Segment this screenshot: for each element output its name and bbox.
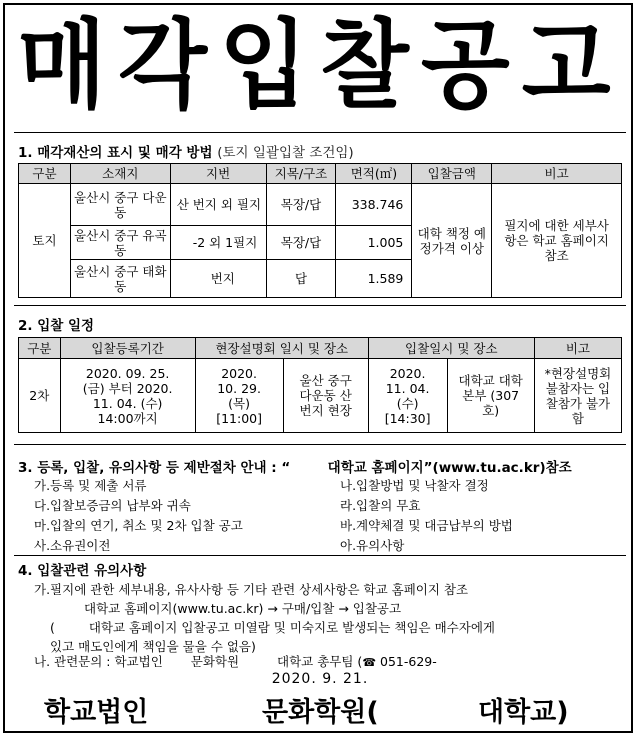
list-item: 나.입찰방법 및 낙찰자 결정 [340, 478, 489, 493]
notice-line [50, 618, 495, 636]
liability-text: 대학교 홈페이지 입찰공고 미열람 및 미숙지로 발생되는 책임은 매수자에게 [88, 620, 495, 635]
phone-icon: ☎ [362, 656, 377, 669]
header-bidding: 입찰일시 및 장소 [368, 338, 534, 359]
list-item: 사.소유권이전 [34, 538, 111, 553]
paren-open: ( [50, 620, 55, 635]
header-briefing: 현장설명회 일시 및 장소 [195, 338, 368, 359]
divider [14, 305, 626, 306]
property-table [18, 163, 622, 298]
contact-label: 나. 관련문의 : 학교법인 [34, 654, 163, 669]
divider [14, 444, 626, 445]
table-row [19, 359, 622, 433]
section4-heading: 4. 입찰관련 유의사항 [18, 563, 147, 579]
signature-foundation: 학교법인 [44, 697, 149, 728]
list-item: 라.입찰의 무효 [340, 498, 421, 513]
location-cell: 울산시 중구 유곡동 [70, 226, 170, 260]
list-item: 바.계약체결 및 대금납부의 방법 [340, 518, 513, 533]
briefing-place-cell: 울산 중구 다운동 산 번지 현장 [283, 359, 368, 433]
location-cell: 울산시 중구 다운동 [70, 184, 170, 226]
notice-line: 대학교 홈페이지(www.tu.ac.kr) → 구매/입찰 → 입찰공고 [84, 601, 402, 616]
type-cell: 목장/답 [266, 226, 336, 260]
list-item: 다.입찰보증금의 납부와 귀속 [34, 498, 191, 513]
list-item: 아.유의사항 [340, 538, 405, 553]
contact-phone: 051-629- [380, 654, 437, 669]
schedule-table [18, 337, 622, 433]
header-remark: 비고 [534, 338, 621, 359]
header-type: 지목/구조 [266, 164, 336, 184]
header-bid-amount: 입찰금액 [412, 164, 492, 184]
section1-heading [18, 141, 354, 161]
lot-cell: -2 외 1필지 [170, 226, 266, 260]
notice-line: 있고 매도인에게 책임을 물을 수 없음) [50, 639, 256, 654]
contact-dept: 대학교 총무팀 ( [277, 654, 363, 669]
remark-cell: 필지에 대한 세부사항은 학교 홈페이지 참조 [492, 184, 622, 298]
section3-heading [18, 456, 572, 476]
header-lot: 지번 [170, 164, 266, 184]
category-cell: 토지 [19, 184, 71, 298]
header-category: 구분 [19, 164, 71, 184]
notice-date: 2020. 9. 21. [271, 671, 369, 687]
location-cell: 울산시 중구 태화동 [70, 260, 170, 298]
area-cell: 1.589 [336, 260, 412, 298]
bid-date-cell: 2020. 11. 04. (수) [14:30] [368, 359, 447, 433]
list-item: 마.입찰의 연기, 취소 및 2차 입찰 공고 [34, 518, 243, 533]
round-cell: 2차 [19, 359, 61, 433]
homepage-reference: 대학교 홈페이지”(www.tu.ac.kr)참조 [327, 460, 572, 476]
area-cell: 338.746 [336, 184, 412, 226]
header-location: 소재지 [70, 164, 170, 184]
divider [14, 132, 626, 133]
section2-heading: 2. 입찰 일정 [18, 318, 95, 334]
briefing-date-cell: 2020. 10. 29. (목) [11:00] [195, 359, 283, 433]
type-cell: 목장/답 [266, 184, 336, 226]
table-row [19, 184, 622, 226]
bid-place-cell: 대학교 대학본부 (307호) [447, 359, 534, 433]
bid-amount-cell: 대학 책정 예정가격 이상 [412, 184, 492, 298]
notice-line: 가.필지에 관한 세부내용, 유사사항 등 기타 관련 상세사항은 학교 홈페이지 참조 [34, 582, 469, 597]
signature-school: 문화학원( [262, 697, 379, 728]
header-area: 면적(㎡) [336, 164, 412, 184]
contact-line [34, 652, 437, 670]
list-item: 가.등록 및 제출 서류 [34, 478, 147, 493]
area-cell: 1.005 [336, 226, 412, 260]
header-registration: 입찰등록기간 [60, 338, 195, 359]
signature-university: 대학교) [478, 697, 569, 728]
type-cell: 답 [266, 260, 336, 298]
foundation-name: 문화학원 [190, 654, 240, 669]
section1-title: 1. 매각재산의 표시 및 매각 방법 [18, 145, 213, 161]
lot-cell: 산 번지 외 필지 [170, 184, 266, 226]
header-round: 구분 [19, 338, 61, 359]
header-remark: 비고 [492, 164, 622, 184]
registration-cell: 2020. 09. 25. (금) 부터 2020. 11. 04. (수) 14:00까지 [60, 359, 195, 433]
lot-cell: 번지 [170, 260, 266, 298]
section3-title: 3. 등록, 입찰, 유의사항 등 제반절차 안내 : “ [18, 460, 291, 476]
section1-note: (토지 일괄입찰 조건임) [217, 145, 354, 161]
divider [14, 555, 626, 556]
page-title: 매각입찰공고 [17, 9, 623, 122]
schedule-remark-cell: *현장설명회 불참자는 입찰참가 불가함 [534, 359, 621, 433]
